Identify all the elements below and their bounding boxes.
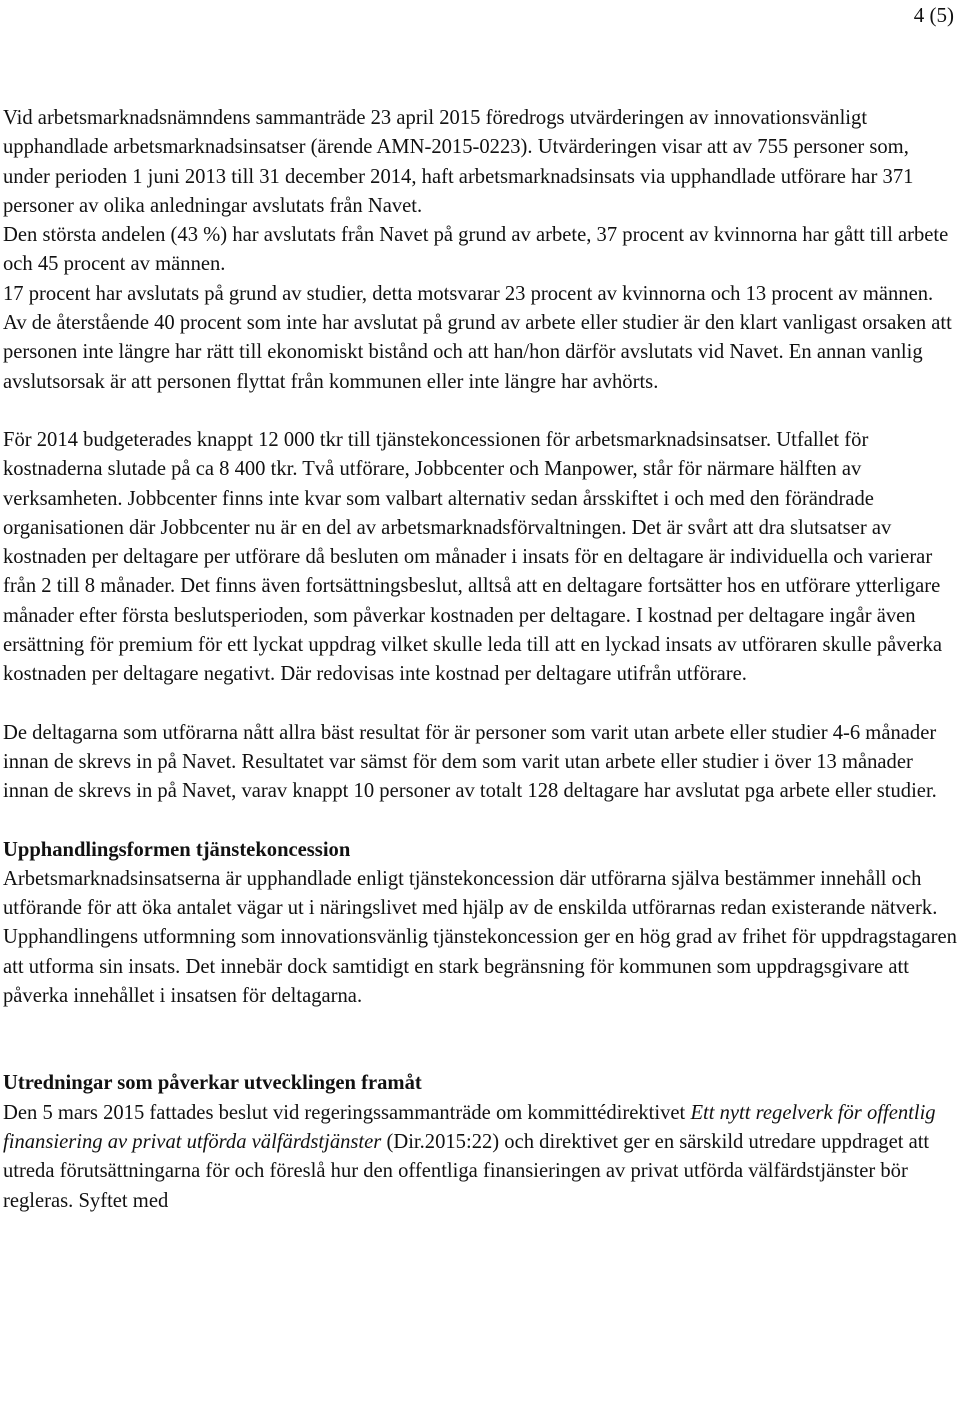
investigations-heading: Utredningar som påverkar utvecklingen framåt — [3, 1072, 422, 1095]
document-body — [3, 104, 958, 1216]
intro-paragraph-work: Den största andelen (43 %) har avslutats från Navet på grund av arbete, 37 procent av kvinnorna har gått till arbete och 45 procent av männen. — [3, 224, 949, 276]
investigations-body-start: Den 5 mars 2015 fattades beslut vid regeringssammanträde om kommittédirektivet — [3, 1101, 691, 1124]
page-number: 4 (5) — [913, 3, 954, 27]
concession-body: Arbetsmarknadsinsatserna är upphandlade enligt tjänstekoncession där utförarna själva bestämmer innehåll och utförande för att öka antalet vägar ut i näringslivet med hjälp av de enskilda utförarnas redan existerande nätverk. Upphandlingens utformning som innovationsvänlig tjänstekoncession ger en hög grad av frihet för uppdragstagaren att utforma sin insats. Det innebär dock samtidigt en stark begränsning för kommunen som uppdragsgivare att påverka innehållet i insatsen för deltagarna. — [3, 867, 957, 1008]
investigations-section — [3, 1069, 958, 1215]
investigations-body-end: (Dir.2015:22) och direktivet ger en särskild utredare uppdraget att utreda förutsättningarna för och föreslå hur den offentliga finansieringen av privat utförda välfärdstjänster bör regleras. Syftet med — [3, 1130, 930, 1212]
paragraph-spacer — [3, 397, 958, 426]
intro-paragraph-studies: 17 procent har avslutats på grund av studier, detta motsvarar 23 procent av kvinnorna och 13 procent av männen. — [3, 282, 934, 305]
investigations-body — [3, 1099, 958, 1216]
intro-paragraph-evaluation: Vid arbetsmarknadsnämndens sammanträde 23 april 2015 föredrogs utvärderingen av innovationsvänligt upphandlade arbetsmarknadsinsatser (ärende AMN-2015-0223). Utvärderingen visar att av 755 personer som, under perioden 1 juni 2013 till 31 december 2014, haft arbetsmarknadsinsats via upphandlade utförare har 371 personer av olika anledningar avslutats från Navet. — [3, 107, 914, 217]
paragraph-spacer — [3, 807, 958, 836]
budget-paragraph: För 2014 budgeterades knappt 12 000 tkr till tjänstekoncessionen för arbetsmarknadsinsatser. Utfallet för kostnaderna slutade på ca 8 400 tkr. Två utförare, Jobbcenter och Manpower, står för närmare hälften av verksamheten. Jobbcenter finns inte kvar som valbart alternativ sedan årsskiftet i och med den förändrade organisationen där Jobbcenter nu är en del av arbetsmarknadsförvaltningen. Det är svårt att dra slutsatser av kostnaden per deltagare per utförare då besluten om månader i insats för en deltagare är individuella och varierar från 2 till 8 månader. Det finns även fortsättningsbeslut, alltså att en deltagare fortsätter hos en utförare ytterligare månader efter första beslutsperioden, som påverkar kostnaden per deltagare. I kostnad per deltagare ingår även ersättning för premium för ett lyckat uppdrag vilket skulle leda till att en lyckad insats av utföraren skulle påverka kostnaden per deltagare negativt. Där redovisas inte kostnad per deltagare utifrån utförare. — [3, 428, 943, 686]
results-paragraph: De deltagarna som utförarna nått allra bäst resultat för är personer som varit utan arbete eller studier 4-6 månader innan de skrevs in på Navet. Resultatet var sämst för dem som varit utan arbete eller studier i över 13 månader innan de skrevs in på Navet, varav knappt 10 personer av totalt 128 deltagare har avslutat pga arbete eller studier. — [3, 721, 937, 803]
concession-section — [3, 836, 958, 1012]
directive-title: Ett nytt regelverk för offentlig finansiering av privat utförda välfärdstjänster — [3, 1101, 936, 1153]
concession-heading: Upphandlingsformen tjänstekoncession — [3, 838, 351, 861]
intro-paragraph-remaining: Av de återstående 40 procent som inte har avslutat på grund av arbete eller studier är den klart vanligast orsaken att personen inte längre har rätt till ekonomiskt bistånd och att han/hon därför avslutats vid Navet. En annan vanlig avslutsorsak är att personen flyttat från kommunen eller inte längre har avhörts. — [3, 312, 952, 393]
paragraph-spacer — [3, 690, 958, 719]
intro-section — [3, 104, 958, 397]
section-spacer — [3, 1011, 958, 1069]
